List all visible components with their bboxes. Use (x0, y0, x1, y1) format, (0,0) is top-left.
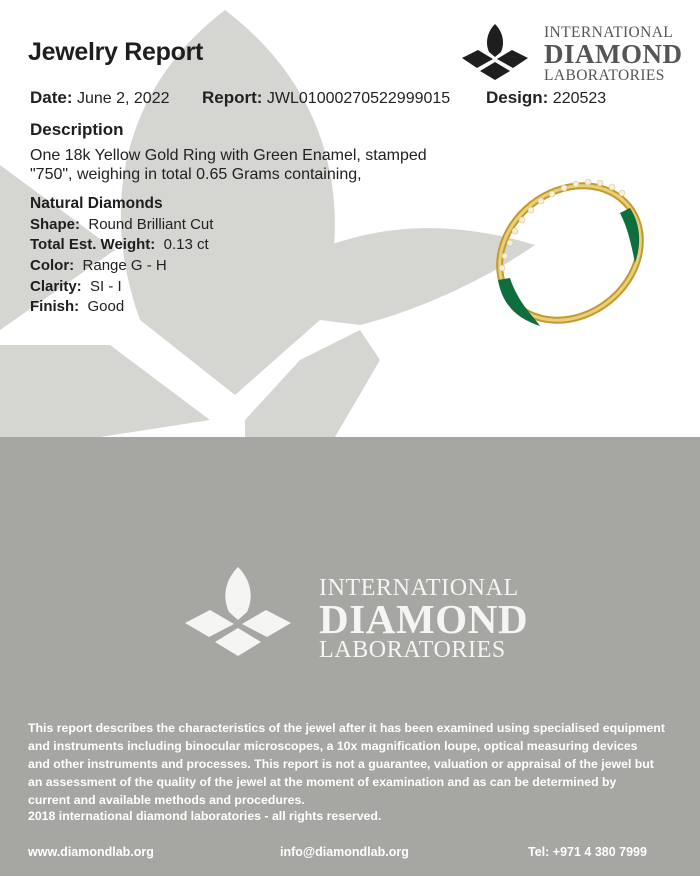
spec-value: 0.13 ct (163, 236, 209, 253)
disclaimer-line: current and available methods and procedures. (28, 793, 305, 807)
footer-website-link[interactable]: www.diamondlab.org (28, 845, 154, 859)
spec-total-weight (30, 236, 209, 253)
date-value: June 2, 2022 (76, 90, 170, 107)
spec-value: Good (87, 298, 125, 315)
spec-label: Color: (30, 257, 75, 274)
spec-label: Finish: (30, 298, 80, 315)
report-value: JWL01000270522999015 (266, 90, 451, 107)
description-line: "750", weighing in total 0.65 Grams containing, (30, 166, 362, 183)
brand-logo (460, 18, 683, 84)
spec-label: Clarity: (30, 278, 82, 295)
description-line: One 18k Yellow Gold Ring with Green Enamel, stamped (30, 147, 427, 164)
report-number (202, 88, 450, 108)
disclaimer-line: an assessment of the quality of the jewel at the moment of examination and as can be determined by (28, 775, 617, 789)
spec-clarity (30, 278, 122, 295)
diamond-leaf-logo-icon (183, 565, 293, 660)
center-brand-line-diamond: DIAMOND (319, 596, 529, 642)
report-top-section (0, 0, 700, 437)
footer-phone: Tel: +971 4 380 7999 (528, 845, 647, 859)
report-label: Report: (202, 88, 263, 107)
footer-email-link[interactable]: info@diamondlab.org (280, 845, 409, 859)
report-title: Jewelry Report (28, 38, 204, 66)
brand-line-laboratories: LABORATORIES (544, 67, 665, 84)
spec-shape (30, 216, 213, 233)
date-label: Date: (30, 88, 73, 107)
spec-finish (30, 298, 124, 315)
center-brand-logo (183, 565, 543, 665)
description-heading: Description (30, 120, 124, 139)
disclaimer-line: and instruments including binocular microscopes, a 10x magnification loupe, optical measuring devices (28, 739, 638, 753)
brand-line-diamond: DIAMOND (544, 39, 683, 69)
center-brand-line-international: INTERNATIONAL (319, 575, 519, 601)
copyright-notice: 2018 international diamond laboratories - all rights reserved. (28, 809, 382, 823)
design-label: Design: (486, 88, 549, 107)
disclaimer-line: and other instruments and processes. This report is not a guarantee, valuation or appraisal of the jewel but (28, 757, 654, 771)
disclaimer-text (28, 719, 688, 809)
spec-value: Round Brilliant Cut (88, 216, 214, 233)
specs-heading: Natural Diamonds (30, 195, 163, 212)
spec-value: Range G - H (82, 257, 167, 274)
spec-color (30, 257, 167, 274)
spec-label: Total Est. Weight: (30, 236, 156, 253)
diamond-leaf-logo-icon (460, 22, 530, 82)
disclaimer-line: This report describes the characteristics of the jewel after it has been examined using specialised equipment (28, 721, 665, 735)
design-value: 220523 (552, 90, 607, 107)
report-date (30, 88, 170, 108)
spec-label: Shape: (30, 216, 81, 233)
spec-value: SI - I (90, 278, 122, 295)
ring-image (480, 168, 660, 338)
description-text (30, 146, 470, 184)
brand-line-international: INTERNATIONAL (544, 24, 674, 41)
design-number (486, 88, 606, 108)
center-brand-line-laboratories: LABORATORIES (319, 637, 506, 663)
